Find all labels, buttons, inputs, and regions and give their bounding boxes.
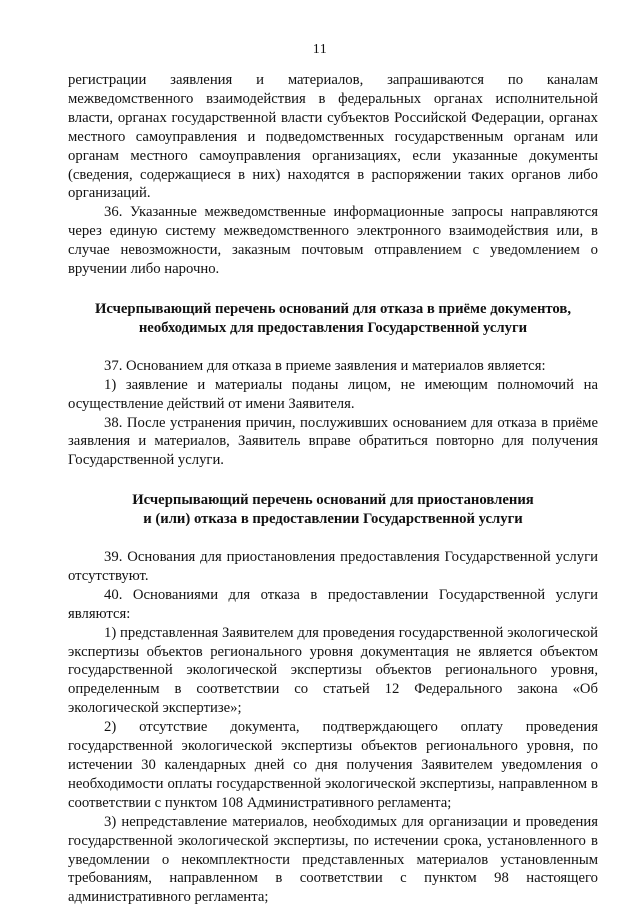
paragraph-40: 40. Основаниями для отказа в предоставлении Государственной услуги являются: bbox=[68, 586, 598, 622]
paragraph-40-item-2: 2) отсутствие документа, подтверждающего оплату проведения государственной экологической экспертизы объектов регионального уровня, по истечении 30 календарных дней со дня получения Заявителем уведомления о необходимости оплаты государственной экологической экспертизы, направленном в соответствии с пунктом 108 Административного регламента; bbox=[68, 719, 598, 811]
paragraph-36: 36. Указанные межведомственные информационные запросы направляются через единую систему межведомственного электронного взаимодействия или, в случае невозможности, заказным почтовым отправлением с уведомлением о вручении либо нарочно. bbox=[68, 204, 598, 278]
page-number: 11 bbox=[312, 42, 328, 57]
paragraph-40-item-1: 1) представленная Заявителем для проведения государственной экологической экспертизы объектов регионального уровня документация не является объектом государственной экологической экспертизы объектов регионального уровня, определенным в соответствии со статьей 12 Федерального закона «Об экологической экспертизе»; bbox=[68, 624, 598, 717]
paragraph-39: 39. Основания для приостановления предоставления Государственной услуги отсутствуют. bbox=[68, 549, 598, 584]
section-heading-suspension-line2: и (или) отказа в предоставлении Государственной услуги bbox=[143, 511, 523, 528]
paragraph-continuation: регистрации заявления и материалов, запрашиваются по каналам межведомственного взаимодействия в федеральных органах исполнительной власти, органах государственной власти субъектов Российской Федерации, органах местного самоуправления и подведомственных государственным органам или органам местного самоуправления организациях, если указанные документы (сведения, содержащиеся в них) находятся в распоряжении таких органов либо организаций. bbox=[68, 72, 598, 202]
paragraph-37-item-1: 1) заявление и материалы поданы лицом, не имеющим полномочий на осуществление действий от имени Заявителя. bbox=[68, 376, 598, 412]
section-heading-suspension-line1: Исчерпывающий перечень оснований для приостановления bbox=[132, 492, 534, 509]
paragraph-38: 38. После устранения причин, послуживших основанием для отказа в приёме заявления и материалов, Заявитель вправе обратиться повторно для получения Государственной услуги. bbox=[68, 414, 598, 469]
page-body bbox=[68, 71, 598, 907]
section-heading-refusal-documents-line2: необходимых для предоставления Государственной услуги bbox=[138, 319, 528, 336]
paragraph-37: 37. Основанием для отказа в приеме заявления и материалов является: bbox=[104, 357, 546, 374]
paragraph-40-item-3: 3) непредставление материалов, необходимых для организации и проведения государственной экологической экспертизы, по истечении срока, установленного в уведомлении о некомплектности представленных материалов установленным требованиям, направленном в соответствии с пунктом 98 настоящего административного регламента; bbox=[68, 813, 598, 906]
section-heading-refusal-documents-line1: Исчерпывающий перечень оснований для отказа в приёме документов, bbox=[94, 300, 572, 317]
